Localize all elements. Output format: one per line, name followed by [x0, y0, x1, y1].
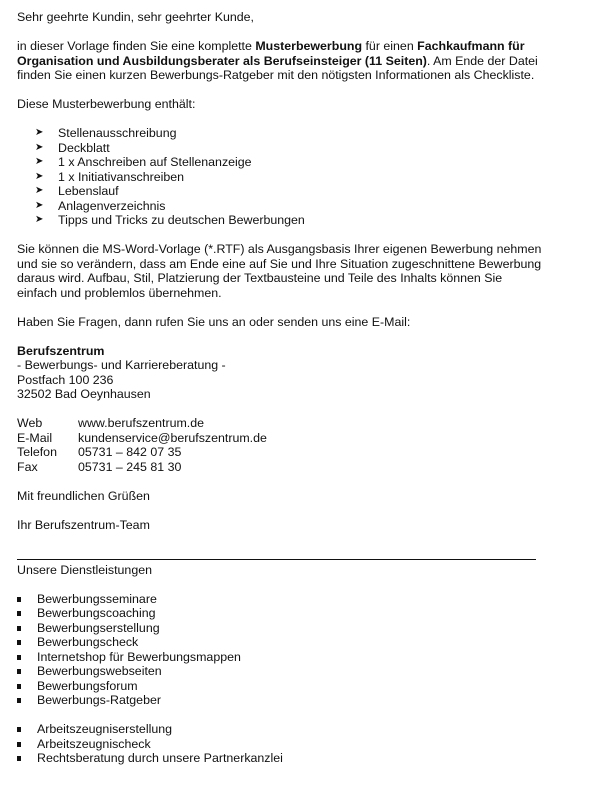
- arrow-bullet-icon: ➤: [35, 199, 44, 211]
- fax-value: 05731 – 245 81 30: [78, 459, 182, 474]
- list-item: ➤ Lebenslauf: [35, 184, 119, 198]
- company-tagline: - Bewerbungs- und Karriereberatung -: [17, 358, 226, 372]
- arrow-bullet-icon: ➤: [35, 170, 44, 182]
- list-item: ➤ Deckblatt: [35, 140, 110, 155]
- intro-paragraph: [17, 39, 542, 83]
- square-bullet-icon: [17, 742, 21, 747]
- list-item: Rechtsberatung durch unsere Partnerkanzlei: [17, 751, 542, 766]
- square-bullet-icon: [17, 756, 21, 761]
- company-postbox: Postfach 100 236: [17, 372, 114, 387]
- square-bullet-icon: [17, 698, 21, 703]
- greeting: Sehr geehrte Kundin, sehr geehrter Kunde,: [17, 10, 254, 24]
- intro-text-2: für einen: [362, 39, 418, 53]
- intro-text-3: . Am Ende der Datei finden Sie einen kurzen Bewerbungs-Ratgeber mit den nötigsten Informationen als Checkliste.: [17, 53, 538, 82]
- signature: Ihr Berufszentrum-Team: [17, 517, 150, 532]
- services-heading: Unsere Dienstleistungen: [17, 562, 152, 577]
- template-paragraph: Sie können die MS-Word-Vorlage (*.RTF) als Ausgangsbasis Ihrer eigenen Bewerbung nehmen und sie so verändern, dass am Ende eine auf Sie und Ihre Situation zugeschnittene Bewerbung daraus wird. Aufbau, Stil, Platzierung der Textbausteine und Teile des Inhalts können Sie einfach und problemlos übernehmen.: [17, 242, 542, 300]
- contact-label-phone: Telefon: [17, 445, 57, 459]
- phone-value: 05731 – 842 07 35: [78, 445, 182, 459]
- contact-label-email: E-Mail: [17, 430, 53, 445]
- contact-table: [17, 416, 542, 474]
- square-bullet-icon: [17, 611, 21, 616]
- list-item: Bewerbungserstellung: [17, 621, 542, 636]
- list-item: Internetshop für Bewerbungsmappen: [17, 650, 542, 665]
- contact-label-web: Web: [17, 416, 43, 430]
- square-bullet-icon: [17, 597, 21, 602]
- list-item: Bewerbungsforum: [17, 679, 542, 694]
- services-list-2: [17, 722, 542, 766]
- arrow-bullet-icon: ➤: [35, 214, 44, 225]
- email-link[interactable]: kundenservice@berufszentrum.de: [78, 430, 267, 445]
- arrow-bullet-icon: ➤: [35, 156, 44, 167]
- services-list-1: [17, 592, 542, 708]
- contents-list: [17, 126, 542, 228]
- list-item: Bewerbungscheck: [17, 635, 542, 650]
- arrow-bullet-icon: ➤: [35, 185, 44, 196]
- services-divider: [17, 559, 536, 578]
- square-bullet-icon: [17, 640, 21, 645]
- intro-bold-2: Fachkaufmann für Organisation und Ausbildungsberater als Berufseinsteiger (11 Seiten): [17, 39, 525, 68]
- arrow-bullet-icon: ➤: [35, 127, 44, 138]
- list-item: Arbeitszeugnischeck: [17, 737, 542, 752]
- list-item: Bewerbungswebseiten: [17, 664, 542, 679]
- contains-heading: Diese Musterbewerbung enthält:: [17, 97, 196, 111]
- square-bullet-icon: [17, 669, 21, 674]
- company-city: 32502 Bad Oeynhausen: [17, 387, 151, 401]
- intro-text-1: in dieser Vorlage finden Sie eine komplette: [17, 39, 256, 53]
- contact-label-fax: Fax: [17, 459, 38, 474]
- list-item: ➤ Stellenausschreibung: [35, 126, 177, 140]
- list-item: Bewerbungsseminare: [17, 592, 542, 607]
- intro-bold-1: Musterbewerbung: [255, 39, 363, 53]
- list-item: ➤ Tipps und Tricks zu deutschen Bewerbungen: [35, 213, 305, 227]
- square-bullet-icon: [17, 684, 21, 689]
- arrow-bullet-icon: ➤: [35, 141, 44, 153]
- list-item: ➤ Anlagenverzeichnis: [35, 198, 166, 213]
- web-link[interactable]: www.berufszentrum.de: [78, 416, 205, 430]
- closing: Mit freundlichen Grüßen: [17, 488, 150, 503]
- questions-paragraph: Haben Sie Fragen, dann rufen Sie uns an oder senden uns eine E-Mail:: [17, 314, 411, 329]
- square-bullet-icon: [17, 626, 21, 631]
- company-name: Berufszentrum: [17, 343, 105, 358]
- document-page: [17, 10, 542, 766]
- square-bullet-icon: [17, 727, 21, 732]
- square-bullet-icon: [17, 655, 21, 660]
- list-item: ➤ 1 x Anschreiben auf Stellenanzeige: [35, 155, 252, 169]
- list-item: Bewerbungs-Ratgeber: [17, 693, 542, 708]
- list-item: ➤ 1 x Initiativanschreiben: [35, 169, 185, 184]
- list-item: Arbeitszeugniserstellung: [17, 722, 542, 737]
- list-item: Bewerbungscoaching: [17, 606, 542, 621]
